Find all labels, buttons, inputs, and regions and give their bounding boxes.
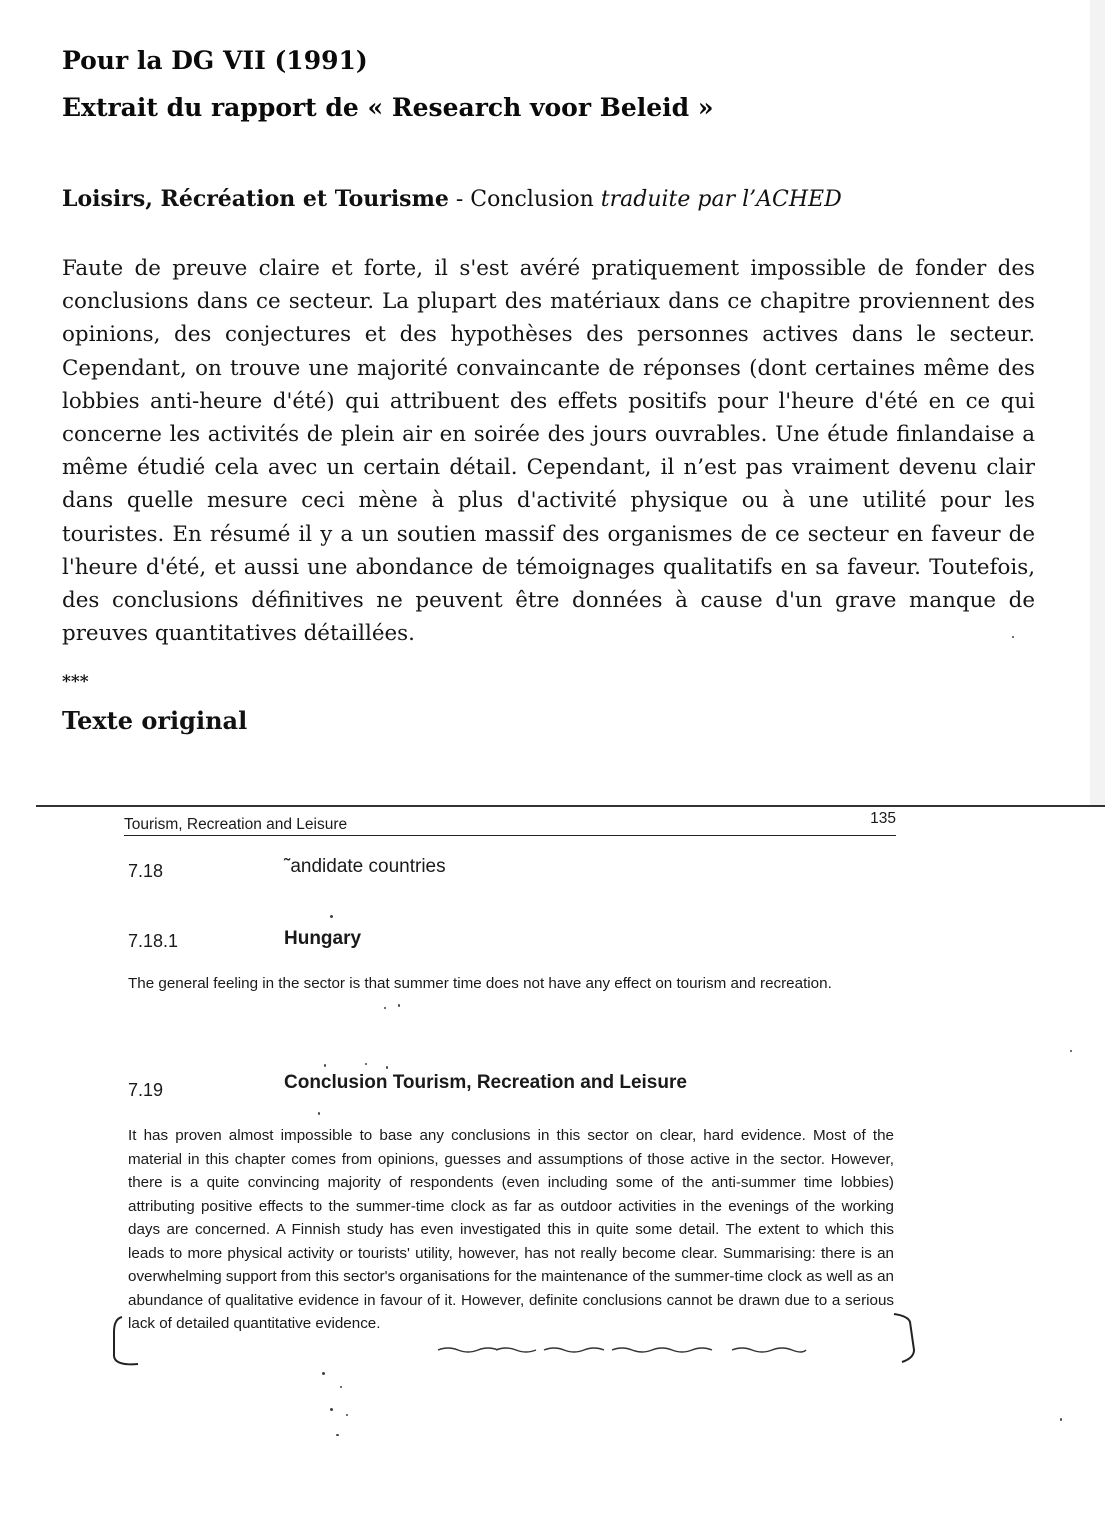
- scan-speck: [386, 1066, 388, 1069]
- french-body-paragraph: Faute de preuve claire et forte, il s'est avéré pratiquement impossible de fonder des conclusions dans ce secteur. La plupart des matériaux dans ce chapitre proviennent des opinions, des conjectures et des hypothèses des personnes actives dans le secteur. Cependant, on trouve une majorité convaincante de réponses (dont certaines même des lobbies anti-heure d'été) qui attribuent des effets positifs pour l'heure d'été en ce qui concerne les activités de plein air en soirée des jours ouvrables. Une étude finlandaise a même étudié cela avec un certain détail. Cependant, il n’est pas vraiment devenu clair dans quelle mesure ceci mène à plus d'activité physique ou à une utilité pour les touristes. En résumé il y a un soutien massif des organismes de ce secteur en faveur de l'heure d'été, et aussi une abondance de témoignages qualitatifs en sa faveur. Toutefois, des conclusions définitives ne peuvent être données à cause d'un grave manque de preuves quantitatives détaillées.: [62, 256, 1035, 647]
- scan-speck: [384, 1007, 386, 1009]
- scan-speck: [346, 1414, 348, 1416]
- handwritten-underline: [436, 1342, 816, 1358]
- scan-speck: [1070, 1050, 1072, 1052]
- section-title: Conclusion Tourism, Recreation and Leisure: [284, 1072, 687, 1093]
- section-heading-bold: Loisirs, Récréation et Tourisme: [62, 186, 449, 212]
- section-title: ˜andidate countries: [284, 856, 446, 877]
- original-text-heading: Texte original: [62, 706, 248, 735]
- section-number: 7.18: [128, 861, 164, 881]
- separator: ***: [62, 672, 89, 692]
- section-heading-credit: traduite par l’ACHED: [600, 187, 842, 212]
- section-number: 7.19: [128, 1080, 164, 1100]
- section-title: Hungary: [284, 928, 362, 949]
- scan-speck: [1012, 636, 1014, 638]
- scan-speck: [340, 1386, 342, 1388]
- scan-speck: [365, 1063, 367, 1065]
- page-number: 135: [870, 810, 896, 827]
- scan-speck: [322, 1372, 325, 1375]
- paragraph-hungary: The general feeling in the sector is that summer time does not have any effect on tourism and recreation.: [128, 975, 832, 992]
- running-head-title: Tourism, Recreation and Leisure: [124, 816, 348, 833]
- document-subtitle: Extrait du rapport de « Research voor Beleid »: [62, 93, 714, 122]
- scan-speck: [398, 1004, 400, 1007]
- scan-speck: [324, 1064, 326, 1067]
- handwritten-right-bracket: [890, 1308, 930, 1366]
- scan-speck: [330, 1408, 333, 1411]
- paragraph-conclusion: It has proven almost impossible to base any conclusions in this sector on clear, hard evidence. Most of the material in this chapter comes from opinions, guesses and assumptions of those active in the sector. However, there is a quite convincing majority of respondents (even including some of the anti-summer time lobbies) attributing positive effects to the summer-time clock as far as outdoor activities in the evenings of the working days are concerned. A Finnish study has even investigated this in quite some detail. The extent to which this leads to more physical activity or tourists' utility, however, has not really become clear. Summarising: there is an overwhelming support from this sector's organisations for the maintenance of the summer-time clock as well as an abundance of qualitative evidence in favour of it. However, definite conclusions cannot be drawn due to a serious lack of detailed quantitative evidence.: [128, 1127, 894, 1332]
- scan-speck: [336, 1434, 339, 1436]
- section-heading-dash: -: [448, 187, 471, 212]
- document-title: Pour la DG VII (1991): [62, 46, 368, 75]
- scan-speck: [318, 1112, 320, 1115]
- scan-speck: [330, 915, 333, 918]
- scan-speck: [1060, 1418, 1062, 1421]
- section-heading-plain: Conclusion: [470, 187, 601, 212]
- running-head: [124, 810, 896, 836]
- header-rule: [124, 835, 896, 836]
- section-number: 7.18.1: [128, 931, 179, 951]
